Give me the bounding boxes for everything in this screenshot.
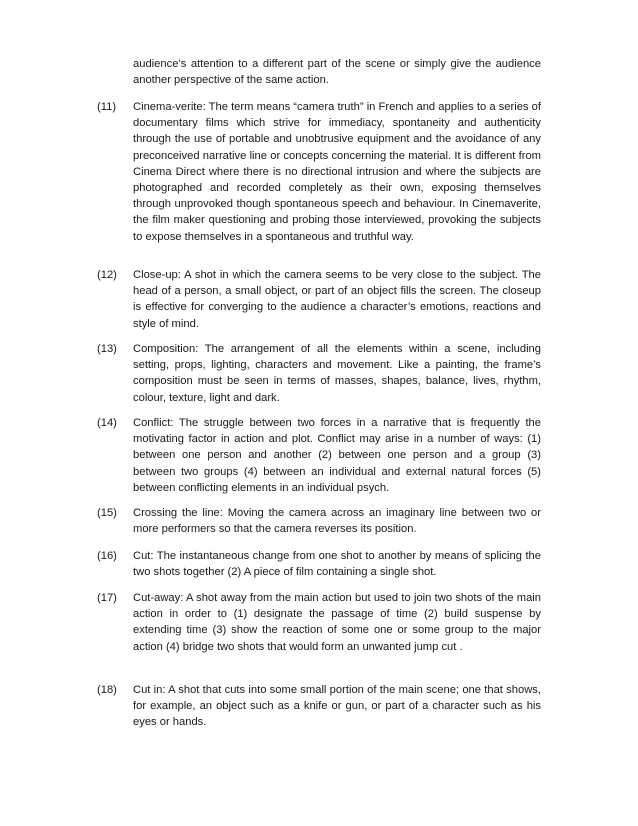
continuation-text: audience’s attention to a different part of the scene or simply give the audience another perspective of the same action.: [133, 58, 541, 87]
entry-number: (13): [97, 343, 117, 355]
entry-text: Crossing the line: Moving the camera across an imaginary line between two or more performers so that the camera reverses its position.: [133, 507, 541, 536]
entry-number: (12): [97, 269, 117, 281]
entry-number: (15): [97, 507, 117, 519]
entry-text: Cut-away: A shot away from the main action but used to join two shots of the main action in order to (1) designate the passage of time (2) build suspense by extending time (3) show the reaction of some one or some group to the major action (4) bridge two shots that would form an unwanted jump cut .: [133, 592, 541, 653]
entry-number: (17): [97, 592, 117, 604]
entry-number: (18): [97, 684, 117, 696]
entry-text: Cinema-verite: The term means “camera truth” in French and applies to a series of documentary films which strive for immediacy, spontaneity and authenticity through the use of portable and unobtrusive equipment and the avoidance of any preconceived narrative line or concepts concerning the material. It is different from Cinema Direct where there is no directional intrusion and where the subjects are photographed and recorded completely as their own, exposing themselves through unprovoked though spontaneous speech and behaviour. In Cinemaverite, the film maker questioning and probing those interviewed, provoking the subjects to expose themselves in a spontaneous and truthful way.: [133, 101, 541, 243]
entry-text: Composition: The arrangement of all the elements within a scene, including setting, props, lighting, characters and movement. Like a painting, the frame’s composition must be seen in terms of masses, shapes, balance, lives, rhythm, colour, texture, light and dark.: [133, 343, 541, 404]
entry-text: Conflict: The struggle between two forces in a narrative that is frequently the motivating factor in action and plot. Conflict may arise in a number of ways: (1) between one person and another (2) between one person and a group (3) between two groups (4) between an individual and external natural forces (5) between conflicting elements in an individual psych.: [133, 417, 541, 494]
entry-text: Close-up: A shot in which the camera seems to be very close to the subject. The head of a person, a small object, or part of an object fills the screen. The closeup is effective for converging to the audience a character’s emotions, reactions and style of mind.: [133, 269, 541, 330]
entry-text: Cut: The instantaneous change from one shot to another by means of splicing the two shots together (2) A piece of film containing a single shot.: [133, 550, 541, 579]
entry-number: (16): [97, 550, 117, 562]
entry-number: (14): [97, 417, 117, 429]
entry-number: (11): [97, 101, 117, 113]
entry-text: Cut in: A shot that cuts into some small portion of the main scene; one that shows, for example, an object such as a knife or gun, or part of a character such as his eyes or hands.: [133, 684, 541, 729]
